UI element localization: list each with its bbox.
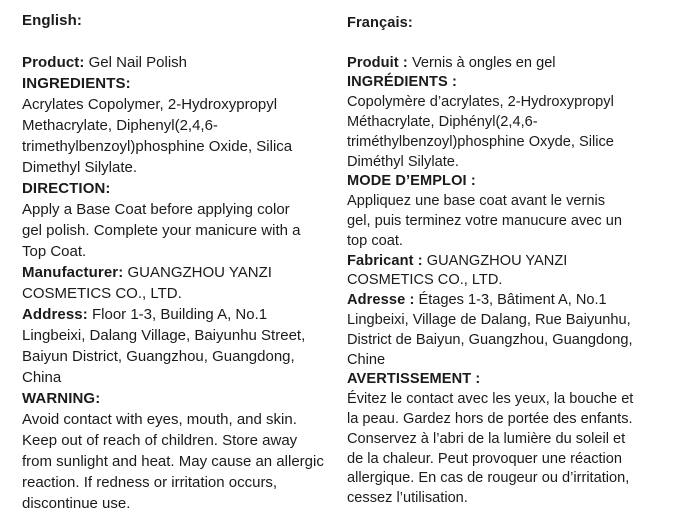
text-line xyxy=(347,271,672,291)
text-line xyxy=(347,232,672,252)
text-line xyxy=(22,283,342,304)
text-line xyxy=(22,493,342,509)
text-line xyxy=(22,325,342,346)
bold-label: AVERTISSEMENT : xyxy=(347,371,481,388)
line-text: top coat. xyxy=(347,232,403,249)
line-text: Top Coat. xyxy=(22,243,87,260)
bold-label: Adresse : xyxy=(347,292,415,309)
line-text: Lingbeixi, Village de Dalang, Rue Baiyunhu, xyxy=(347,311,631,328)
text-line xyxy=(22,115,342,136)
bold-label: Product: xyxy=(22,54,85,71)
line-text: from sunlight and heat. May cause an allergic xyxy=(22,453,324,470)
line-text: COSMETICS CO., LTD. xyxy=(347,272,503,289)
line-text: Vernis à ongles en gel xyxy=(407,54,556,71)
bold-label: DIRECTION: xyxy=(22,180,111,197)
line-text: gel, puis terminez votre manucure avec un xyxy=(347,212,622,229)
line-text: Apply a Base Coat before applying color xyxy=(22,201,290,218)
text-line xyxy=(22,136,342,157)
line-text: Lingbeixi, Dalang Village, Baiyunhu Street, xyxy=(22,327,306,344)
line-text: District de Baiyun, Guangzhou, Guangdong, xyxy=(347,331,633,348)
text-line xyxy=(22,409,342,430)
line-text: Copolymère d’acrylates, 2-Hydroxypropyl xyxy=(347,94,614,111)
section-heading-line xyxy=(22,73,342,94)
line-text: Gel Nail Polish xyxy=(84,54,188,71)
line-text: cessez l’utilisation. xyxy=(347,490,468,507)
text-line xyxy=(347,291,672,311)
line-text: trimethylbenzoyl)phosphine Oxide, Silica xyxy=(22,138,293,155)
bold-label: English: xyxy=(22,12,82,29)
line-text: Méthacrylate, Diphényl(2,4,6- xyxy=(347,113,538,130)
text-line xyxy=(22,367,342,388)
text-line xyxy=(347,390,672,410)
bold-label: WARNING: xyxy=(22,390,101,407)
text-line xyxy=(22,94,342,115)
language-heading xyxy=(347,14,672,34)
text-line xyxy=(22,451,342,472)
text-line xyxy=(347,311,672,331)
section-heading-line xyxy=(347,370,672,390)
line-text: Chine xyxy=(347,351,386,368)
line-text: Appliquez une base coat avant le vernis xyxy=(347,193,605,210)
text-line xyxy=(347,113,672,133)
line-text: reaction. If redness or irritation occurs, xyxy=(22,474,278,491)
line-text: Floor 1-3, Building A, No.1 xyxy=(87,306,268,323)
text-line xyxy=(347,212,672,232)
language-heading xyxy=(22,10,342,31)
text-line xyxy=(347,489,672,509)
line-text: Baiyun District, Guangzhou, Guangdong, xyxy=(22,348,295,365)
text-line xyxy=(22,220,342,241)
text-line xyxy=(347,351,672,371)
text-line xyxy=(22,52,342,73)
line-text: Étages 1-3, Bâtiment A, No.1 xyxy=(414,292,607,309)
text-line xyxy=(22,241,342,262)
section-heading-line xyxy=(22,178,342,199)
bold-label: Manufacturer: xyxy=(22,264,124,281)
text-line xyxy=(22,304,342,325)
text-line xyxy=(22,199,342,220)
text-line xyxy=(22,157,342,178)
line-text: GUANGZHOU YANZI xyxy=(422,252,568,269)
blank-line xyxy=(22,31,342,52)
text-line xyxy=(22,346,342,367)
line-text: triméthylbenzoyl)phosphine Oxyde, Silice xyxy=(347,133,614,150)
line-text: COSMETICS CO., LTD. xyxy=(22,285,182,302)
text-line xyxy=(347,450,672,470)
line-text: China xyxy=(22,369,62,386)
bold-label: INGRÉDIENTS : xyxy=(347,74,457,91)
blank-line xyxy=(347,34,672,54)
section-heading-line xyxy=(22,388,342,409)
line-text: Conservez à l’abri de la lumière du soleil et xyxy=(347,430,626,447)
line-text: la peau. Gardez hors de portée des enfants. xyxy=(347,410,633,427)
line-text: Acrylates Copolymer, 2-Hydroxypropyl xyxy=(22,96,278,113)
text-line xyxy=(347,469,672,489)
line-text: discontinue use. xyxy=(22,495,131,509)
text-line xyxy=(347,54,672,74)
french-column xyxy=(347,14,672,509)
text-line xyxy=(22,472,342,493)
section-heading-line xyxy=(347,73,672,93)
line-text: gel polish. Complete your manicure with a xyxy=(22,222,301,239)
line-text: Keep out of reach of children. Store away xyxy=(22,432,298,449)
text-line xyxy=(347,252,672,272)
text-line xyxy=(347,430,672,450)
text-line xyxy=(347,192,672,212)
text-line xyxy=(347,410,672,430)
bold-label: Fabricant : xyxy=(347,252,423,269)
line-text: allergique. En cas de rougeur ou d’irritation, xyxy=(347,470,630,487)
bold-label: INGREDIENTS: xyxy=(22,75,131,92)
bold-label: Français: xyxy=(347,15,413,31)
english-column xyxy=(22,10,342,509)
text-line xyxy=(347,93,672,113)
line-text: Methacrylate, Diphenyl(2,4,6- xyxy=(22,117,218,134)
text-line xyxy=(347,331,672,351)
bold-label: Produit : xyxy=(347,54,408,71)
line-text: de la chaleur. Peut provoquer une réaction xyxy=(347,450,623,467)
text-line xyxy=(347,153,672,173)
section-heading-line xyxy=(347,172,672,192)
text-line xyxy=(22,262,342,283)
line-text: Dimethyl Silylate. xyxy=(22,159,138,176)
line-text: Diméthyl Silylate. xyxy=(347,153,459,170)
text-line xyxy=(22,430,342,451)
bold-label: MODE D’EMPLOI : xyxy=(347,173,476,190)
text-line xyxy=(347,133,672,153)
line-text: Évitez le contact avec les yeux, la bouche et xyxy=(347,391,634,408)
line-text: Avoid contact with eyes, mouth, and skin. xyxy=(22,411,297,428)
bold-label: Address: xyxy=(22,306,88,323)
line-text: GUANGZHOU YANZI xyxy=(123,264,272,281)
